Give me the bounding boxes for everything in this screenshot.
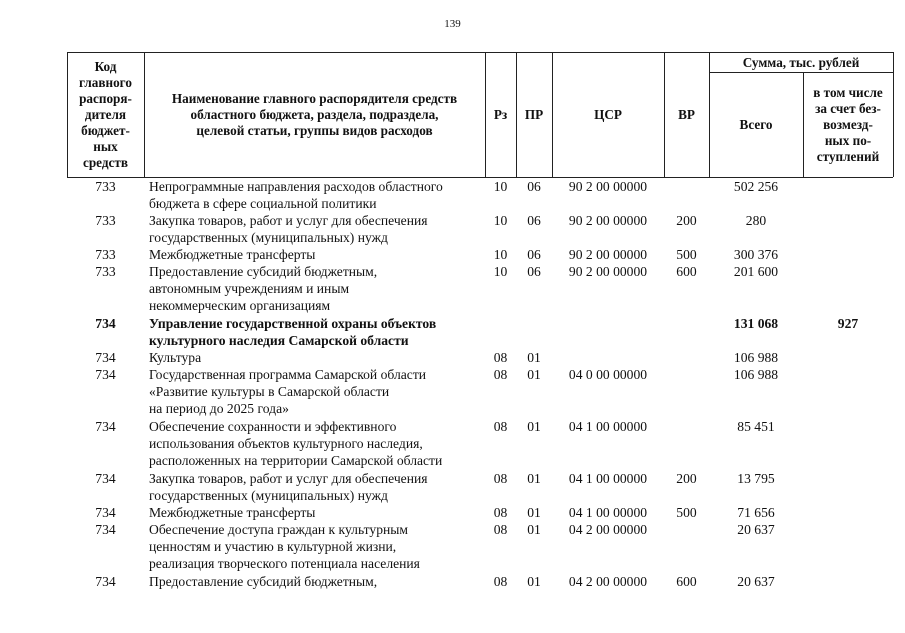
cell-rz: 10 bbox=[493, 213, 508, 228]
cell-total: 85 451 bbox=[737, 419, 775, 434]
cell-name-line: использования объектов культурного наследия, bbox=[149, 436, 423, 451]
cell-total: 20 637 bbox=[737, 574, 775, 589]
header-csr: ЦСР bbox=[594, 107, 622, 122]
cell-pr: 01 bbox=[527, 574, 541, 589]
cell-rz: 08 bbox=[493, 419, 508, 434]
header-line: Наименование главного распорядителя средств bbox=[171, 91, 458, 106]
cell-name-line: «Развитие культуры в Самарской области bbox=[149, 384, 390, 399]
cell-pr: 06 bbox=[527, 264, 541, 279]
cell-name-line: Непрограммные направления расходов областного bbox=[149, 179, 443, 194]
cell-name-line: ценностям и участию в культурной жизни, bbox=[149, 539, 397, 554]
header-line: бюджет- bbox=[81, 123, 130, 138]
cell-total: 106 988 bbox=[733, 367, 779, 382]
cell-pr: 01 bbox=[527, 522, 541, 537]
cell-name-line: некоммерческим организациям bbox=[149, 298, 331, 313]
cell-total: 201 600 bbox=[733, 264, 779, 279]
header-total: Всего bbox=[739, 117, 773, 132]
cell-pr: 01 bbox=[527, 350, 541, 365]
header-line: областного бюджета, раздела, подраздела, bbox=[190, 107, 439, 122]
col-divider bbox=[893, 52, 894, 177]
cell-code: 734 bbox=[95, 471, 116, 486]
cell-vr: 200 bbox=[676, 471, 697, 486]
cell-code: 733 bbox=[95, 247, 116, 262]
cell-name-line: Предоставление субсидий бюджетным, bbox=[149, 264, 378, 279]
cell-name-line: Культура bbox=[149, 350, 202, 365]
cell-pr: 01 bbox=[527, 471, 541, 486]
cell-pr: 01 bbox=[527, 419, 541, 434]
header-pr: ПР bbox=[524, 107, 544, 122]
cell-code: 734 bbox=[95, 522, 116, 537]
cell-name-line: Межбюджетные трансферты bbox=[149, 505, 316, 520]
cell-total: 300 376 bbox=[733, 247, 779, 262]
cell-name-line: на период до 2025 года» bbox=[149, 401, 289, 416]
header-line: ных bbox=[93, 139, 118, 154]
header-vr: ВР bbox=[678, 107, 695, 122]
cell-csr: 90 2 00 00000 bbox=[568, 247, 648, 262]
cell-pr: 06 bbox=[527, 247, 541, 262]
cell-code: 734 bbox=[95, 419, 116, 434]
cell-total: 20 637 bbox=[737, 522, 775, 537]
cell-name-line: автономным учреждениям и иным bbox=[149, 281, 350, 296]
cell-total: 280 bbox=[745, 213, 767, 228]
cell-code: 734 bbox=[95, 350, 116, 365]
cell-name-line: Закупка товаров, работ и услуг для обеспечения bbox=[149, 213, 428, 228]
cell-name-line: расположенных на территории Самарской области bbox=[149, 453, 443, 468]
cell-csr: 90 2 00 00000 bbox=[568, 213, 648, 228]
cell-total: 13 795 bbox=[737, 471, 775, 486]
cell-name-line: реализация творческого потенциала населения bbox=[149, 556, 420, 571]
cell-rz: 08 bbox=[493, 367, 508, 382]
cell-csr: 04 0 00 00000 bbox=[568, 367, 648, 382]
cell-name-line: бюджета в сфере социальной политики bbox=[149, 196, 377, 211]
cell-code: 733 bbox=[95, 264, 116, 279]
cell-vr: 600 bbox=[676, 574, 697, 589]
cell-rz: 10 bbox=[493, 264, 508, 279]
cell-csr: 04 1 00 00000 bbox=[568, 419, 648, 434]
cell-pr: 01 bbox=[527, 505, 541, 520]
cell-rz: 08 bbox=[493, 522, 508, 537]
cell-vr: 200 bbox=[676, 213, 697, 228]
header-line: средств bbox=[82, 155, 128, 170]
cell-total: 131 068 bbox=[733, 316, 779, 331]
cell-pr: 01 bbox=[527, 367, 541, 382]
cell-code: 733 bbox=[95, 179, 116, 194]
header-line: дителя bbox=[84, 107, 127, 122]
cell-code: 734 bbox=[95, 367, 116, 382]
cell-name-line: культурного наследия Самарской области bbox=[149, 333, 409, 348]
cell-code: 734 bbox=[95, 505, 116, 520]
cell-total: 71 656 bbox=[737, 505, 775, 520]
cell-name-line: Межбюджетные трансферты bbox=[149, 247, 316, 262]
header-incl bbox=[803, 73, 893, 177]
cell-pr: 06 bbox=[527, 213, 541, 228]
cell-pr: 06 bbox=[527, 179, 541, 194]
cell-name-line: Обеспечение сохранности и эффективного bbox=[149, 419, 397, 434]
cell-rz: 08 bbox=[493, 471, 508, 486]
cell-csr: 90 2 00 00000 bbox=[568, 264, 648, 279]
cell-code: 733 bbox=[95, 213, 116, 228]
cell-name-line: Управление государственной охраны объектов bbox=[149, 316, 437, 331]
cell-name-line: Государственная программа Самарской области bbox=[149, 367, 427, 382]
header-line: ступлений bbox=[816, 149, 880, 164]
cell-total: 502 256 bbox=[733, 179, 779, 194]
cell-csr: 04 1 00 00000 bbox=[568, 505, 648, 520]
cell-csr: 90 2 00 00000 bbox=[568, 179, 648, 194]
cell-rz: 10 bbox=[493, 247, 508, 262]
cell-csr: 04 2 00 00000 bbox=[568, 574, 648, 589]
cell-incl: 927 bbox=[837, 316, 859, 331]
page-number: 139 bbox=[444, 18, 461, 30]
cell-rz: 08 bbox=[493, 574, 508, 589]
cell-name-line: Предоставление субсидий бюджетным, bbox=[149, 574, 378, 589]
header-code bbox=[67, 53, 144, 177]
cell-vr: 500 bbox=[676, 505, 697, 520]
cell-csr: 04 1 00 00000 bbox=[568, 471, 648, 486]
header-rz: Рз bbox=[493, 107, 508, 122]
cell-rz: 08 bbox=[493, 505, 508, 520]
cell-vr: 600 bbox=[676, 264, 697, 279]
header-line: за счет без- bbox=[815, 101, 881, 116]
header-line: в том числе bbox=[813, 85, 883, 100]
cell-name-line: Обеспечение доступа граждан к культурным bbox=[149, 522, 408, 537]
header-line: главного bbox=[79, 75, 132, 90]
cell-rz: 08 bbox=[493, 350, 508, 365]
cell-name-line: государственных (муниципальных) нужд bbox=[149, 488, 388, 503]
cell-csr: 04 2 00 00000 bbox=[568, 522, 648, 537]
cell-code: 734 bbox=[95, 316, 116, 331]
cell-code: 734 bbox=[95, 574, 116, 589]
header-line: возмезд- bbox=[823, 117, 873, 132]
cell-name-line: Закупка товаров, работ и услуг для обеспечения bbox=[149, 471, 428, 486]
header-sum: Сумма, тыс. рублей bbox=[742, 54, 860, 70]
header-line: Код bbox=[94, 59, 117, 74]
cell-vr: 500 bbox=[676, 247, 697, 262]
header-line: распоря- bbox=[79, 91, 132, 106]
cell-name-line: государственных (муниципальных) нужд bbox=[149, 230, 388, 245]
header-name bbox=[144, 53, 485, 177]
cell-rz: 10 bbox=[493, 179, 508, 194]
cell-total: 106 988 bbox=[733, 350, 779, 365]
header-line: целевой статьи, группы видов расходов bbox=[196, 123, 433, 138]
header-line: ных по- bbox=[824, 133, 872, 148]
